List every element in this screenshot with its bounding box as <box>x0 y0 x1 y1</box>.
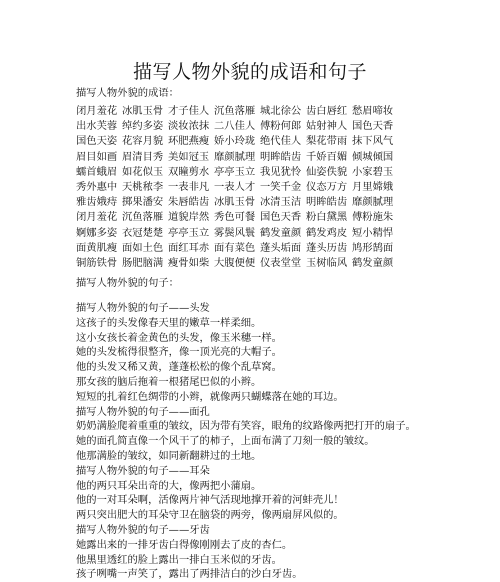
idiom-cell: 冰清玉洁 <box>260 196 302 209</box>
idiom-cell: 一表非凡 <box>168 181 210 193</box>
idiom-cell: 齿白唇红 <box>306 105 348 117</box>
idiom-cell: 鹤发鸡皮 <box>306 226 348 239</box>
idiom-cell: 面如土色 <box>122 241 164 254</box>
idiom-cell: 仪态万方 <box>306 181 348 193</box>
idiom-cell: 鹤发童颜 <box>260 226 302 239</box>
idiom-cell: 淡妆浓抹 <box>168 120 210 133</box>
idiom-cell: 闭月羞花 <box>76 211 118 224</box>
idiom-row <box>76 180 492 195</box>
idiom-cell: 靡颜腻理 <box>352 196 394 209</box>
sentence-line: 他黑里透红的脸上露出一排白玉米似的牙齿。 <box>76 553 282 566</box>
idiom-cell: 蓬头历齿 <box>306 241 348 254</box>
idiom-cell: 双瞳剪水 <box>168 165 210 178</box>
sentence-line: 描写人物外貌的句子——面孔 <box>76 405 210 418</box>
idiom-cell: 仪表堂堂 <box>260 257 302 269</box>
idiom-row <box>76 226 492 241</box>
idiom-cell: 仙姿佚貌 <box>306 165 348 178</box>
idiom-row <box>76 119 492 134</box>
idiom-cell: 绰约多姿 <box>122 120 164 133</box>
idiom-cell: 傅粉何郎 <box>260 120 302 133</box>
idiom-cell: 道貌岸然 <box>168 211 210 224</box>
sentence-line: 这孩子的头发像春天里的嫩草一样柔细。 <box>76 316 262 329</box>
idiom-cell: 明眸皓齿 <box>260 150 302 163</box>
idiom-cell: 倾城倾国 <box>352 150 394 163</box>
idiom-cell: 我见犹怜 <box>260 165 302 178</box>
sentences-heading: 描写人物外貌的句子： <box>76 277 179 289</box>
idiom-cell: 出水芙蓉 <box>76 120 118 133</box>
document-title: 描写人物外貌的成语和句子 <box>132 61 367 83</box>
idiom-cell: 靡颜腻理 <box>214 150 256 163</box>
idiom-row <box>76 165 492 180</box>
idiom-cell: 短小精悍 <box>352 226 394 239</box>
idiom-cell: 玉树临风 <box>306 257 348 269</box>
idiom-row <box>76 104 492 119</box>
idiom-cell: 沉鱼落雁 <box>214 105 256 117</box>
idiom-cell: 雅齿娥痔 <box>76 196 118 209</box>
idiom-cell: 瘦骨如柴 <box>168 257 210 269</box>
idiom-cell: 环肥燕瘦 <box>168 135 210 148</box>
idiom-cell: 一表人才 <box>214 181 256 193</box>
idiom-cell: 愁眉啼妆 <box>352 105 394 117</box>
idiom-cell: 月里嫦娥 <box>352 181 394 193</box>
idiom-cell: 小家碧玉 <box>352 165 394 178</box>
idiom-cell: 国色天香 <box>260 211 302 224</box>
sentence-line: 她露出来的一排牙齿白得像刚刚去了皮的杏仁。 <box>76 538 293 551</box>
idiom-cell: 婀娜多姿 <box>76 226 118 239</box>
idiom-row <box>76 241 492 256</box>
idiom-cell: 冰肌玉骨 <box>122 105 164 117</box>
idiom-cell: 面黄肌瘦 <box>76 241 118 254</box>
idiom-cell: 国色天香 <box>352 120 394 133</box>
idiom-cell: 秀外惠中 <box>76 181 118 193</box>
idiom-cell: 肠肥脑满 <box>122 257 164 269</box>
idiom-cell: 闭月羞花 <box>76 105 118 117</box>
idiom-cell: 才子佳人 <box>168 105 210 117</box>
idiom-cell: 秀色可餐 <box>214 211 256 224</box>
idiom-cell: 二八佳人 <box>214 120 256 133</box>
idiom-cell: 抹下风气 <box>352 135 394 148</box>
idiom-cell: 衣冠楚楚 <box>122 226 164 239</box>
idiom-cell: 傅粉施朱 <box>352 211 394 224</box>
idiom-cell: 娇小玲珑 <box>214 135 256 148</box>
idiom-cell: 沉鱼落雁 <box>122 211 164 224</box>
sentence-line: 描写人物外貌的句子——头发 <box>76 302 210 314</box>
idiom-cell: 蠕首蛾眉 <box>76 165 118 178</box>
idiom-row <box>76 210 492 225</box>
idiom-cell: 铜筋铁骨 <box>76 257 118 269</box>
idiom-cell: 绝代佳人 <box>260 135 302 148</box>
idiom-cell: 鸠形鹄面 <box>352 241 394 254</box>
idiom-cell: 粉白黛黑 <box>306 211 348 224</box>
sentence-line: 孩子咧嘴一声笑了，露出了两排洁白的沙白牙齿。 <box>76 568 303 581</box>
sentence-line: 那女孩的脑后拖着一根猪尾巴似的小辫。 <box>76 376 262 388</box>
idiom-cell: 面红耳赤 <box>168 241 210 254</box>
idiom-cell: 国色天姿 <box>76 135 118 148</box>
sentence-line: 他的一对耳朵啊，活像两片神气活现地撑开着的河蚌壳儿！ <box>76 494 344 507</box>
sentence-line: 短短的扎着红色绸带的小辫，就像两只蝴蝶落在她的耳边。 <box>76 390 344 403</box>
sentence-line: 描写人物外貌的句子——牙齿 <box>76 524 210 536</box>
idiom-cell: 花容月貌 <box>122 135 164 148</box>
idiom-cell: 蓬头垢面 <box>260 241 302 254</box>
sentence-line: 她的头发梳得很整齐，像一顶光亮的大帽子。 <box>76 346 282 359</box>
idiom-cell: 雾鬓风鬟 <box>214 226 256 239</box>
idiom-cell: 亭亭玉立 <box>168 226 210 239</box>
idiom-cell: 鹤发童颜 <box>352 257 394 269</box>
sentence-line: 他的两只耳朵出奇的大，像两把小蒲扇。 <box>76 479 262 492</box>
idiom-cell: 如花似玉 <box>122 165 164 178</box>
sentence-line: 他的头发又稀又黄，蓬蓬松松的像个乱草窝。 <box>76 361 282 374</box>
sentence-line: 描写人物外貌的句子——耳朵 <box>76 464 210 477</box>
idiom-cell: 明眸皓齿 <box>306 196 348 209</box>
idiom-row <box>76 134 492 149</box>
idiom-row <box>76 256 492 271</box>
sentence-line: 这小女孩长着金黄色的头发，像玉米穗一样。 <box>76 331 282 344</box>
idiom-cell: 冰肌玉骨 <box>214 196 256 209</box>
idiom-cell: 一笑千金 <box>260 181 302 193</box>
idiom-cell: 大腹便便 <box>214 257 256 269</box>
idiom-row <box>76 195 492 210</box>
idiom-row <box>76 150 492 165</box>
idiom-cell: 千娇百媚 <box>306 150 348 163</box>
idiom-cell: 城北徐公 <box>260 105 302 117</box>
idiom-cell: 美如冠玉 <box>168 150 210 163</box>
sentence-line: 两只突出肥大的耳朵守卫在脑袋的两旁，像两扇屏风似的。 <box>76 509 344 522</box>
idiom-cell: 梨花带雨 <box>306 135 348 148</box>
sentence-line: 奶奶满脸爬着重重的皱纹，因为带有笑容，眼角的纹路像两把打开的扇子。 <box>76 420 416 433</box>
idiom-cell: 眉目如画 <box>76 150 118 163</box>
idiom-cell: 掷果潘安 <box>122 196 164 209</box>
idiom-cell: 天桃秾李 <box>122 181 164 193</box>
idiom-cell: 朱唇皓齿 <box>168 196 210 209</box>
idiom-cell: 眉清目秀 <box>122 150 164 163</box>
idiom-cell: 亭亭玉立 <box>214 165 256 178</box>
sentence-line: 她的面孔简直像一个风干了的柿子，上面布满了刀刻一般的皱纹。 <box>76 435 375 448</box>
idiom-cell: 面有菜色 <box>214 241 256 254</box>
idioms-heading: 描写人物外貌的成语： <box>76 87 179 99</box>
idiom-cell: 姑射神人 <box>306 120 348 133</box>
sentence-line: 他那满脸的皱纹，如同新翻耕过的土地。 <box>76 450 262 462</box>
